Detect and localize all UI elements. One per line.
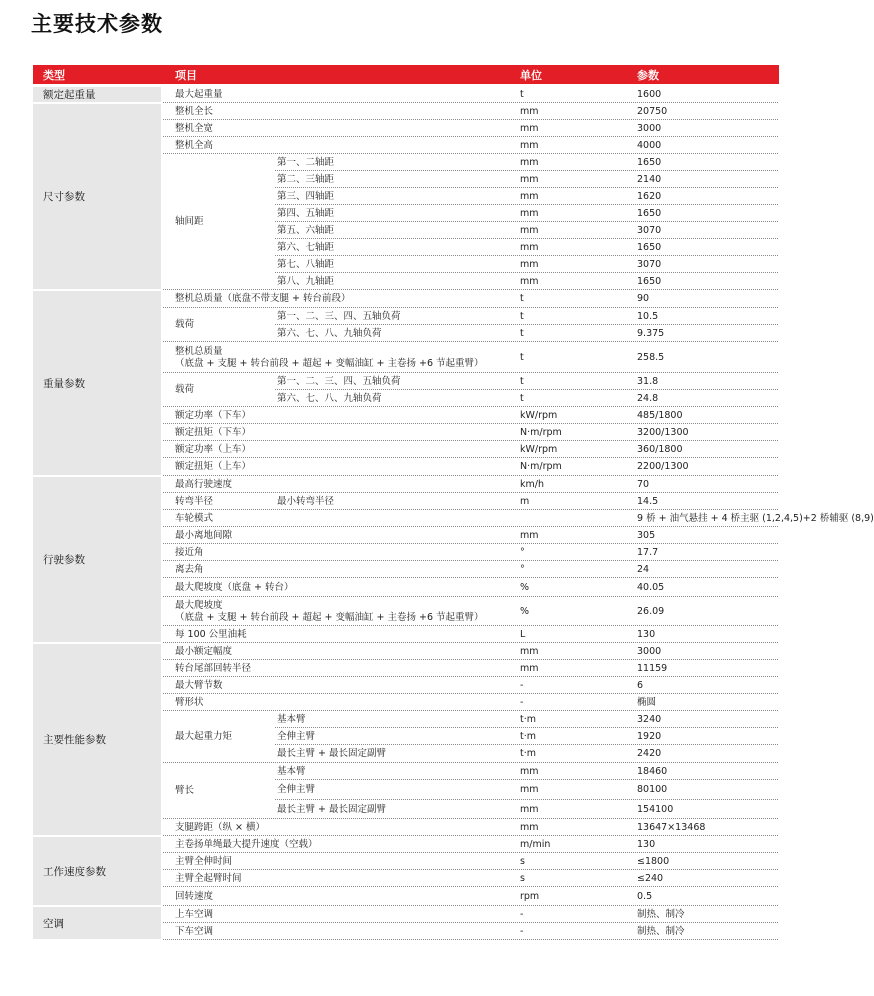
row-subitem: 第三、四轴距 [277,190,335,202]
row-subitem: 第七、八轴距 [277,258,335,270]
row-unit: t [520,310,524,322]
row-subitem: 第四、五轴距 [277,207,335,219]
row-subitem: 第二、三轴距 [277,173,335,185]
row-unit: - [520,679,524,691]
category-cell: 尺寸参数 [33,104,161,289]
row-value: 3000 [637,122,662,134]
row-divider [163,136,778,137]
row-value: 305 [637,529,656,541]
row-item: 额定功率（上车） [175,443,252,455]
row-unit: t [520,351,524,363]
row-item: 最大臂节数 [175,679,223,691]
row-unit: rpm [520,890,540,902]
category-cell: 主要性能参数 [33,644,161,835]
row-item: 最大起重量 [175,88,223,100]
group-label: 轴间距 [175,216,204,227]
row-unit: - [520,696,524,708]
row-value: 3070 [637,258,662,270]
row-item: 下车空调 [175,925,214,937]
row-unit: t·m [520,730,536,742]
row-value: 10.5 [637,310,659,322]
row-unit: N·m/rpm [520,461,562,472]
row-item: 主臂全伸时间 [175,855,233,867]
row-item: 转台尾部回转半径 [175,662,252,674]
row-unit: mm [520,122,539,134]
row-value: 2420 [637,748,662,759]
row-item: 臂形状 [175,696,204,708]
row-value: 6 [637,679,644,691]
row-divider [163,693,778,694]
row-value: 90 [637,293,650,304]
row-value: 24 [637,563,650,575]
row-value: 18460 [637,765,668,777]
row-unit: - [520,908,524,920]
row-unit: mm [520,156,539,168]
category-cell: 空调 [33,907,161,939]
row-unit: m [520,495,530,507]
row-unit: - [520,925,524,937]
row-subitem: 第一、二、三、四、五轴负荷 [277,375,401,387]
row-unit: t·m [520,748,536,759]
row-item: 主卷扬单绳最大提升速度（空载） [175,838,318,850]
row-subitem: 最长主臂 + 最长固定副臂 [277,748,386,759]
row-unit: mm [520,139,539,151]
row-divider [163,560,778,561]
row-item: 离去角 [175,563,204,575]
row-divider [163,905,778,906]
row-unit: mm [520,241,539,253]
row-unit: s [520,872,525,884]
row-value: 11159 [637,662,668,674]
header-type: 类型 [43,69,65,82]
header-item: 项目 [175,69,197,82]
row-value: 130 [637,628,656,640]
row-unit: t·m [520,713,536,725]
row-unit: mm [520,275,539,287]
row-value: 制热、制冷 [637,925,685,937]
row-subitem: 第六、七、八、九轴负荷 [277,327,382,339]
row-value: 360/1800 [637,443,683,455]
row-unit: s [520,855,525,867]
row-divider [163,886,778,887]
row-value: 26.09 [637,605,665,617]
row-value: 70 [637,478,650,490]
row-unit: m/min [520,838,551,850]
row-subitem: 第六、七轴距 [277,241,335,253]
row-value: 椭圆 [637,696,657,708]
row-value: ≤1800 [637,855,670,867]
row-unit: % [520,605,530,617]
row-value: 9.375 [637,327,665,339]
row-value: 258.5 [637,351,665,363]
row-item: 整机总质量 （底盘 + 支腿 + 转台前段 + 超起 + 变幅油缸 + 主卷扬 +6 节起重臂） [175,345,484,369]
row-divider [163,939,778,940]
row-subitem: 第六、七、八、九轴负荷 [277,392,382,404]
category-cell: 工作速度参数 [33,837,161,905]
row-value: 20750 [637,105,668,117]
row-value: 3240 [637,713,662,725]
row-value: 2140 [637,173,662,185]
page-title: 主要技术参数 [31,12,163,36]
row-item: 每 100 公里油耗 [175,628,247,640]
row-value: 2200/1300 [637,461,689,472]
row-unit: mm [520,224,539,236]
row-unit: mm [520,803,539,815]
row-unit: N·m/rpm [520,426,562,438]
row-value: 1650 [637,207,662,219]
row-item: 最小离地间隙 [175,529,233,541]
group-label: 最大起重力矩 [175,731,233,742]
row-value: 1600 [637,88,662,100]
row-item: 整机总质量（底盘不带支腿 + 转台前段） [175,293,351,304]
row-value: 154100 [637,803,674,815]
row-divider [163,869,778,870]
row-unit: mm [520,645,539,657]
row-item: 车轮模式 [175,512,214,524]
row-unit: t [520,392,524,404]
row-divider [163,676,778,677]
row-value: 31.8 [637,375,659,387]
row-value: 24.8 [637,392,659,404]
row-value: 14.5 [637,495,659,507]
row-item: 转弯半径 [175,495,214,507]
row-value: 1650 [637,275,662,287]
row-unit: kW/rpm [520,443,558,455]
row-subitem: 全伸主臂 [277,784,316,795]
row-value: 制热、制冷 [637,908,685,920]
category-cell: 重量参数 [33,291,161,475]
row-unit: t [520,88,524,100]
row-unit: mm [520,207,539,219]
row-item: 整机全高 [175,139,214,151]
row-unit: mm [520,190,539,202]
row-subitem: 第五、六轴距 [277,224,335,236]
row-subitem: 第一、二、三、四、五轴负荷 [277,310,401,322]
row-unit: t [520,293,524,304]
row-subitem: 最小转弯半径 [277,495,335,507]
row-value: 1650 [637,241,662,253]
row-unit: t [520,375,524,387]
row-unit: mm [520,662,539,674]
row-unit: % [520,581,530,593]
row-divider [163,642,778,643]
row-item: 额定功率（下车） [175,409,252,421]
row-item: 支腿跨距（纵 × 横） [175,821,265,833]
row-unit: t [520,327,524,339]
category-cell: 行驶参数 [33,477,161,642]
row-item: 最大爬坡度（底盘 + 转台） [175,581,294,593]
row-unit: mm [520,784,539,795]
row-unit: mm [520,173,539,185]
row-item: 主臂全起臂时间 [175,872,242,884]
row-item: 最高行驶速度 [175,478,233,490]
row-item: 整机全宽 [175,122,214,134]
group-label: 臂长 [175,785,195,796]
row-value: 4000 [637,139,662,151]
row-unit: mm [520,105,539,117]
row-subitem: 基本臂 [277,713,306,725]
row-value: 1620 [637,190,662,202]
row-value: 1650 [637,156,662,168]
row-value: ≤240 [637,872,664,884]
row-value: 3070 [637,224,662,236]
row-unit: mm [520,765,539,777]
row-divider [163,710,778,711]
row-unit: kW/rpm [520,409,558,421]
row-divider [163,492,778,493]
row-value: 3200/1300 [637,426,689,438]
row-divider [163,922,778,923]
group-label: 载荷 [175,319,195,330]
category-cell: 额定起重量 [33,87,161,102]
row-unit: mm [520,258,539,270]
header-unit: 单位 [520,69,542,82]
row-subitem: 第一、二轴距 [277,156,335,168]
row-value: 0.5 [637,890,653,902]
header-value: 参数 [637,69,659,82]
row-item: 额定扭矩（下车） [175,426,252,438]
row-value: 1920 [637,730,662,742]
row-value: 9 桥 + 油气悬挂 + 4 桥主驱 (1,2,4,5)+2 桥辅驱 (8,9) [637,512,874,524]
row-value: 80100 [637,784,668,795]
row-divider [163,119,778,120]
row-value: 40.05 [637,581,665,593]
row-value: 17.7 [637,546,659,558]
row-divider [163,543,778,544]
row-value: 3000 [637,645,662,657]
row-item: 接近角 [175,546,204,558]
row-item: 整机全长 [175,105,214,117]
row-item: 最大爬坡度 （底盘 + 支腿 + 转台前段 + 超起 + 变幅油缸 + 主卷扬 +6 节起重臂） [175,599,484,623]
group-label: 载荷 [175,384,195,395]
row-divider [163,762,778,763]
row-item: 额定扭矩（上车） [175,461,252,472]
row-divider [163,153,778,154]
row-divider [163,102,778,103]
row-unit: mm [520,529,539,541]
row-value: 13647×13468 [637,821,706,833]
row-value: 130 [637,838,656,850]
row-unit: L [520,628,526,640]
row-subitem: 全伸主臂 [277,730,316,742]
row-item: 最小额定幅度 [175,645,233,657]
row-unit: ° [520,563,525,575]
row-divider [163,659,778,660]
row-unit: km/h [520,478,544,490]
row-subitem: 第八、九轴距 [277,275,335,287]
row-divider [163,406,778,407]
row-subitem: 基本臂 [277,765,306,777]
row-item: 回转速度 [175,890,214,902]
row-unit: mm [520,821,539,833]
row-value: 485/1800 [637,409,683,421]
row-unit: ° [520,546,525,558]
row-subitem: 最长主臂 + 最长固定副臂 [277,803,386,815]
row-item: 上车空调 [175,908,214,920]
